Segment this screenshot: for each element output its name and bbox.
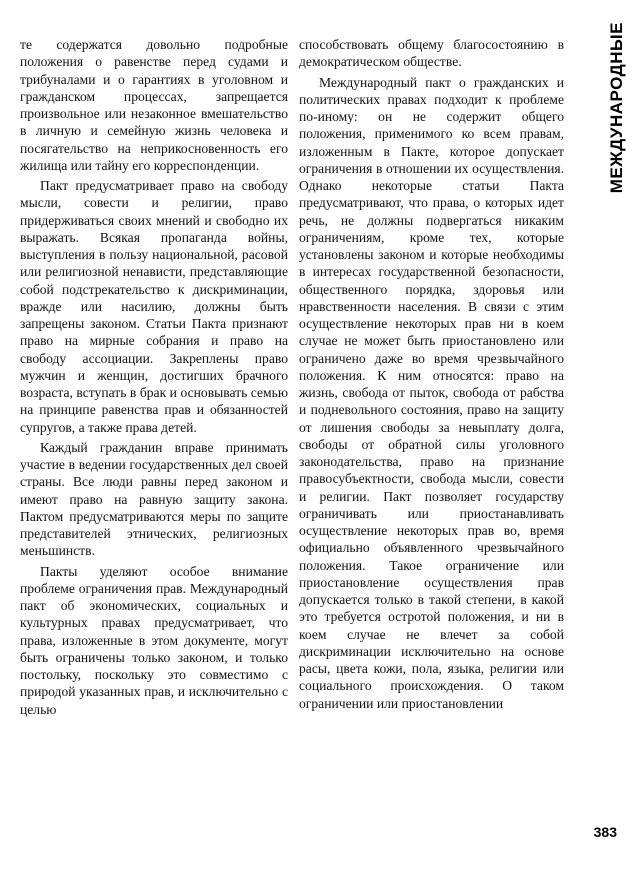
paragraph: Каждый гражданин вправе принимать участие в ведении государственных дел своей страны. Все люди равны перед законом и имеют право на равную защиту закона. Пактом предусматриваются меры по защите представителей этнических, религиозных меньшинств. bbox=[20, 439, 288, 559]
paragraph: способствовать общему благосостоянию в демократическом обществе. bbox=[299, 37, 564, 70]
paragraph: те содержатся довольно подробные положения о равенстве перед судами и трибуналами и о гарантиях в уголовном и гражданском процессах, запрещается произвольное или незаконное вмешательство в личную и семейную жизнь человека и посягательство на неприкосновенность его жилища или тайну его корреспонденции. bbox=[20, 37, 288, 173]
paragraph: Международный пакт о гражданских и политических правах подходит к проблеме по-иному: он не содержит общего положения, применимого ко всем правам, изложенным в Пакте, которое допускает ограничения в отношении их осуществления. Однако некоторые статьи Пакта предусматривают, что права, о которых идет речь, не должны подвергаться никаким ограничениям, кроме тех, которые установлены законом и которые необходимы в интересах государственной безопасности, общественного порядка, здоровья или нравственности населения. В связи с этим осуществление некоторых прав ни в коем случае не может быть приостановлено или ограничено даже во время чрезвычайного положения. К ним относятся: право на жизнь, свобода от пыток, свобода от рабства и подневольного состояния, право на защиту от лишения свободы за невыплату долга, свободы от обратной силы уголовного законодательства, право на признание правосубъектности, свобода мысли, совести и религии. Пакт позволяет государству ограничивать или приостанавливать осуществление некоторых прав во, время официально объявленного чрезвычайного положения. Такое ограничение или приостановление осуществления прав допускается только в такой степени, в какой это требуется остротой положения, и ни в коем случае не влечет за собой дискриминации исключительно на основе расы, цвета кожи, пола, языка, религии или социального происхождения. О таком ограничении или приостановлении bbox=[299, 74, 564, 711]
page-number: 383 bbox=[593, 824, 617, 840]
paragraph: Пакты уделяют особое внимание проблеме ограничения прав. Международный пакт об экономических, социальных и культурных правах предусматривает, что права, изложенные в этом документе, могут быть ограничены только законом, и только постольку, поскольку это совместимо с природой указанных прав, и исключительно с целью bbox=[20, 563, 288, 717]
paragraph: Пакт предусматривает право на свободу мысли, совести и религии, право придерживаться своих мнений и свободно их выражать. Всякая пропаганда войны, выступления в пользу национальной, расовой или религиозной ненависти, представляющие собой подстрекательство к дискриминации, вражде или насилию, должны быть запрещены законом. Статьи Пакта признают право на мирные собрания и право на свободу ассоциации. Закреплены право мужчин и женщин, достигших брачного возраста, вступать в брак и основывать семью на принципе равенства прав и обязанностей супругов, а также права детей. bbox=[20, 178, 288, 435]
left-column bbox=[20, 36, 288, 718]
right-column bbox=[299, 36, 564, 712]
side-running-title: МЕЖДУНАРОДНЫЕ bbox=[607, 22, 626, 194]
